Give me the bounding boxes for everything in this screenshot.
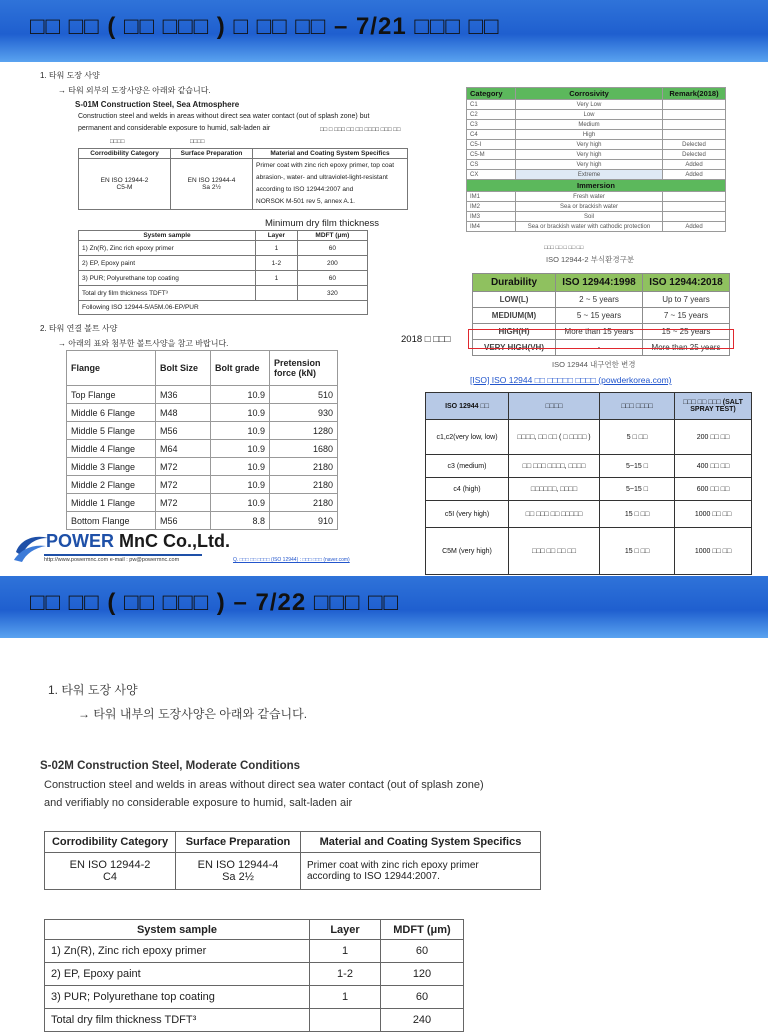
salt-r2-c3: 600 □□ □□ xyxy=(675,478,752,501)
corr-caption: ISO 12944-2 부식환경구분 xyxy=(546,255,635,264)
bolt-r7-c2: 8.8 xyxy=(211,512,270,530)
s2-sys-r3-c1 xyxy=(310,1009,381,1032)
s1-spec-mat-2: according to ISO 12944:2007 and xyxy=(256,186,354,193)
s1-sys-r3-c2: 320 xyxy=(297,286,367,301)
bolt-r6-c1: M72 xyxy=(156,494,211,512)
s2-spec-material-cell xyxy=(301,853,541,890)
bolt-th-size: Bolt Size xyxy=(156,351,211,386)
s2-spec-cat-cell xyxy=(45,853,176,890)
s1-spec-prep-1: Sa 2½ xyxy=(202,184,221,191)
highlight-box xyxy=(468,329,734,349)
corr-r1-c2 xyxy=(663,110,726,120)
salt-spray-table xyxy=(425,392,752,575)
dur-r2-c1: More than 15 years xyxy=(556,324,643,340)
s2-spec-th-1: Surface Preparation xyxy=(176,832,301,853)
s1-spec-note-b: □□□□ xyxy=(190,139,205,145)
table-row xyxy=(473,308,730,324)
s1-sys-r3-c0: Total dry film thickness TDFT³ xyxy=(79,286,256,301)
corr-r3-c1: High xyxy=(516,130,663,140)
s2-sys-r3-c2: 240 xyxy=(381,1009,464,1032)
s2-spec-table xyxy=(44,831,541,890)
corr-below-note: □□□ □□ □ □□ □□ xyxy=(544,245,584,251)
corr-im-r3-c1: Sea or brackish water with cathodic protection xyxy=(516,222,663,232)
bolt-th-grade: Bolt grade xyxy=(211,351,270,386)
bolt-r7-c1: M56 xyxy=(156,512,211,530)
s2-sys-th-2: MDFT (μm) xyxy=(381,920,464,940)
bolt-r2-c3: 1280 xyxy=(270,422,338,440)
logo-brand-rest: MnC Co.,Ltd. xyxy=(114,531,230,551)
corr-im-r0-c1: Fresh water xyxy=(516,192,663,202)
corr-r4-c1: Very high xyxy=(516,140,663,150)
table-row xyxy=(79,256,368,271)
bolt-r4-c1: M72 xyxy=(156,458,211,476)
s1-spec-th-cat: Corrodibility Category xyxy=(79,149,171,159)
s1-spec-cat-1: C5-M xyxy=(116,184,133,191)
table-row xyxy=(67,458,338,476)
table-row xyxy=(467,140,726,150)
bolt-r0-c1: M36 xyxy=(156,386,211,404)
salt-r1-c3: 400 □□ □□ xyxy=(675,455,752,478)
s2-sys-r3-c0: Total dry film thickness TDFT³ xyxy=(45,1009,310,1032)
table-row xyxy=(467,150,726,160)
corr-r6-c1: Very high xyxy=(516,160,663,170)
bolt-r3-c2: 10.9 xyxy=(211,440,270,458)
table-row xyxy=(426,420,752,455)
logo-underline xyxy=(44,554,202,556)
s2-sys-r1-c1: 1-2 xyxy=(310,963,381,986)
footer-link[interactable]: Q. □□□ □□ □□□□ (ISO 12944) : □□□ □□□ (naver.com) xyxy=(233,557,350,563)
table-row xyxy=(67,440,338,458)
corr-th-remark: Remark(2018) xyxy=(663,88,726,100)
dur-th-0: Durability xyxy=(473,274,556,292)
table-row xyxy=(467,110,726,120)
table-row xyxy=(467,130,726,140)
corr-r3-c0: C4 xyxy=(467,130,516,140)
dur-r1-c1: 5 ~ 15 years xyxy=(556,308,643,324)
salt-r0-c1: □□□□, □□ □□ ( □ □□□□ ) xyxy=(509,420,600,455)
s2-sys-r0-c2: 60 xyxy=(381,940,464,963)
corr-im-r2-c0: IM3 xyxy=(467,212,516,222)
table-row xyxy=(45,940,464,963)
s2-spec-desc-1: Construction steel and welds in areas without direct sea water contact (out of splash zone) xyxy=(44,779,484,791)
corr-im-r1-c0: IM2 xyxy=(467,202,516,212)
logo-brand xyxy=(46,531,230,552)
salt-r2-c0: c4 (high) xyxy=(426,478,509,501)
bolt-r7-c3: 910 xyxy=(270,512,338,530)
corr-r4-c0: C5-I xyxy=(467,140,516,150)
s1-sys-th-2: MDFT (μm) xyxy=(297,231,367,241)
salt-r3-c1: □□ □□□ □□ □□□□□ xyxy=(509,501,600,528)
s2-sys-r0-c1: 1 xyxy=(310,940,381,963)
logo-brand-power: POWER xyxy=(46,531,115,551)
durability-caption: ISO 12944 내구연한 변경 xyxy=(552,360,636,369)
corr-im-r1-c1: Sea or brackish water xyxy=(516,202,663,212)
salt-r1-c0: c3 (medium) xyxy=(426,455,509,478)
table-row xyxy=(45,963,464,986)
bolt-th-flange: Flange xyxy=(67,351,156,386)
bolt-r0-c0: Top Flange xyxy=(67,386,156,404)
s1-spec-mat-3: NORSOK M-501 rev 5, annex A.1. xyxy=(256,198,355,205)
table-row xyxy=(67,476,338,494)
table-row xyxy=(426,501,752,528)
table-row xyxy=(45,986,464,1009)
table-row xyxy=(426,478,752,501)
logo-contact: http://www.powermnc.com e-mail : pw@powermnc.com xyxy=(44,557,180,563)
bolt-r4-c3: 2180 xyxy=(270,458,338,476)
slide2-banner xyxy=(0,576,768,638)
bolt-r2-c2: 10.9 xyxy=(211,422,270,440)
dur-r2-c2: 15 ~ 25 years xyxy=(643,324,730,340)
table-row xyxy=(426,528,752,575)
s2-sys-th-0: System sample xyxy=(45,920,310,940)
table-row xyxy=(467,170,726,180)
table-row xyxy=(67,404,338,422)
s1-spec-note-right: □□ □ □□□ □□ □□ □□□□ □□□ □□ xyxy=(320,127,401,133)
s1-system-table xyxy=(78,230,368,315)
bolt-r3-c3: 1680 xyxy=(270,440,338,458)
s2-spec-th-2: Material and Coating System Specifics xyxy=(301,832,541,853)
s2-sys-th-1: Layer xyxy=(310,920,381,940)
corr-im-r2-c1: Soil xyxy=(516,212,663,222)
bolt-r2-c0: Middle 5 Flange xyxy=(67,422,156,440)
corr-r5-c0: C5-M xyxy=(467,150,516,160)
dur-r3-c1: - xyxy=(556,340,643,356)
s1-sys-th-0: System sample xyxy=(79,231,256,241)
table-row xyxy=(467,202,726,212)
s1-spec-desc-1: Construction steel and welds in areas without direct sea water contact (out of splash zone) but xyxy=(78,113,370,120)
corr-r2-c0: C3 xyxy=(467,120,516,130)
table-row xyxy=(467,160,726,170)
table-row xyxy=(79,286,368,301)
s1-sys-r2-c2: 60 xyxy=(297,271,367,286)
dur-r0-c0: LOW(L) xyxy=(473,292,556,308)
s1-spec-cat-0: EN ISO 12944-2 xyxy=(100,177,149,184)
dur-r0-c2: Up to 7 years xyxy=(643,292,730,308)
s1-section1-heading: 1. 타워 도장 사양 xyxy=(40,71,100,80)
s1-spec-cat-cell xyxy=(79,159,171,210)
slide1-banner xyxy=(0,0,768,62)
s1-sys-r3-c1 xyxy=(256,286,298,301)
salt-r3-c3: 1000 □□ □□ xyxy=(675,501,752,528)
s1-spec-th-prep: Surface Preparation xyxy=(171,149,253,159)
dur-r3-c2: More than 25 years xyxy=(643,340,730,356)
corr-r6-c0: CS xyxy=(467,160,516,170)
table-row xyxy=(467,192,726,202)
corr-th-category: Category xyxy=(467,88,516,100)
table-row xyxy=(67,494,338,512)
table-row xyxy=(426,455,752,478)
corr-r7-c2: Added xyxy=(663,170,726,180)
bolt-r5-c1: M72 xyxy=(156,476,211,494)
salt-r2-c1: □□□□□□, □□□□ xyxy=(509,478,600,501)
bolt-r1-c2: 10.9 xyxy=(211,404,270,422)
s2-sys-r2-c1: 1 xyxy=(310,986,381,1009)
s2-sys-r1-c0: 2) EP, Epoxy paint xyxy=(45,963,310,986)
s1-spec-material-cell xyxy=(253,159,408,210)
table-row xyxy=(79,241,368,256)
salt-r4-c2: 15 □ □□ xyxy=(600,528,675,575)
corr-im-r3-c2: Added xyxy=(663,222,726,232)
salt-th-0: ISO 12944 □□ xyxy=(426,393,509,420)
dur-r0-c1: 2 ~ 5 years xyxy=(556,292,643,308)
bolt-r4-c2: 10.9 xyxy=(211,458,270,476)
bolt-r5-c3: 2180 xyxy=(270,476,338,494)
salt-r3-c0: c5I (very high) xyxy=(426,501,509,528)
bolt-r5-c0: Middle 2 Flange xyxy=(67,476,156,494)
s1-sys-r0-c2: 60 xyxy=(297,241,367,256)
table-row xyxy=(467,212,726,222)
corr-r0-c0: C1 xyxy=(467,100,516,110)
corr-r1-c1: Low xyxy=(516,110,663,120)
s1-spec-mat-1: abrasion-, water- and ultraviolet-light-resistant xyxy=(256,174,388,181)
corr-im-r0-c2 xyxy=(663,192,726,202)
corr-th-corrosivity: Corrosivity xyxy=(516,88,663,100)
bolt-r6-c2: 10.9 xyxy=(211,494,270,512)
bolt-table-body xyxy=(67,386,338,530)
s1-spec-mat-0: Primer coat with zinc rich epoxy primer, top coat xyxy=(256,162,394,169)
corrosivity-table xyxy=(466,87,726,232)
corr-r7-c0: CX xyxy=(467,170,516,180)
dur-r1-c2: 7 ~ 15 years xyxy=(643,308,730,324)
salt-r2-c2: 5~15 □ xyxy=(600,478,675,501)
corr-im-r0-c0: IM1 xyxy=(467,192,516,202)
s1-sys-footer: Following ISO 12944-5/A5M.06-EP/PUR xyxy=(79,301,368,315)
salt-r4-c0: C5M (very high) xyxy=(426,528,509,575)
table-row xyxy=(67,422,338,440)
salt-th-2: □□□ □□□□ xyxy=(600,393,675,420)
bolt-r3-c0: Middle 4 Flange xyxy=(67,440,156,458)
table-row xyxy=(467,120,726,130)
dur-th-1: ISO 12944:1998 xyxy=(556,274,643,292)
bolt-r6-c0: Middle 1 Flange xyxy=(67,494,156,512)
dur-r1-c0: MEDIUM(M) xyxy=(473,308,556,324)
corr-r5-c2: Delected xyxy=(663,150,726,160)
salt-r1-c1: □□ □□□ □□□□, □□□□ xyxy=(509,455,600,478)
s1-sys-r0-c0: 1) Zn(R), Zinc rich epoxy primer xyxy=(79,241,256,256)
salt-r1-c2: 5~15 □ xyxy=(600,455,675,478)
bolt-r4-c0: Middle 3 Flange xyxy=(67,458,156,476)
bolt-r1-c1: M48 xyxy=(156,404,211,422)
s2-section1-heading: 1. 타워 도장 사양 xyxy=(48,683,138,697)
bolt-r0-c3: 510 xyxy=(270,386,338,404)
s2-spec-th-0: Corrodibility Category xyxy=(45,832,176,853)
corr-immersion-label: Immersion xyxy=(467,180,726,192)
s2-spec-mat-0: Primer coat with zinc rich epoxy primer xyxy=(307,860,479,871)
s2-spec-desc-2: and verifiably no considerable exposure to humid, salt-laden air xyxy=(44,797,353,809)
salt-r4-c1: □□□ □□ □□ □□ xyxy=(509,528,600,575)
corr-r0-c2 xyxy=(663,100,726,110)
table-row xyxy=(467,222,726,232)
corr-im-r1-c2 xyxy=(663,202,726,212)
s1-spec-table xyxy=(78,148,408,210)
bolt-r3-c1: M64 xyxy=(156,440,211,458)
table-row xyxy=(67,386,338,404)
bolt-r2-c1: M56 xyxy=(156,422,211,440)
dur-r3-c0: VERY HIGH(VH) xyxy=(473,340,556,356)
bolt-r1-c0: Middle 6 Flange xyxy=(67,404,156,422)
dur-r2-c0: HIGH(H) xyxy=(473,324,556,340)
s1-section1-line: → 타워 외부의 도장사양은 아래와 같습니다. xyxy=(58,86,211,95)
salt-r0-c2: 5 □ □□ xyxy=(600,420,675,455)
s2-spec-cat-0: EN ISO 12944-2 xyxy=(69,859,151,871)
corr-r6-c2: Added xyxy=(663,160,726,170)
bolt-r1-c3: 930 xyxy=(270,404,338,422)
s1-sys-r2-c1: 1 xyxy=(256,271,298,286)
s2-spec-prep-cell xyxy=(176,853,301,890)
bolt-th-force: Pretension force (kN) xyxy=(270,351,338,386)
s2-spec-cat-1: C4 xyxy=(102,871,118,883)
s2-sys-r1-c2: 120 xyxy=(381,963,464,986)
bolt-r5-c2: 10.9 xyxy=(211,476,270,494)
s1-sys-r0-c1: 1 xyxy=(256,241,298,256)
s2-spec-prep-1: Sa 2½ xyxy=(222,871,254,883)
s1-spec-prep-0: EN ISO 12944-4 xyxy=(187,177,236,184)
table-row xyxy=(79,271,368,286)
slide2-title: □□ □□ ( □□ □□□ ) – 7/22 □□□ □□ xyxy=(30,589,399,616)
corr-im-r2-c2 xyxy=(663,212,726,222)
s1-sys-r2-c0: 3) PUR; Polyurethane top coating xyxy=(79,271,256,286)
corr-r2-c2 xyxy=(663,120,726,130)
durability-link[interactable]: [ISO] ISO 12944 □□ □□□□□ □□□□ (powderkorea.com) xyxy=(470,375,672,385)
corr-r5-c1: Very high xyxy=(516,150,663,160)
s2-system-table xyxy=(44,919,464,1032)
s2-spec-mat-1: according to ISO 12944:2007. xyxy=(307,871,440,882)
s1-section2-heading: 2. 타워 연결 볼트 사양 xyxy=(40,324,118,333)
s1-section2-line: → 아래의 표와 첨부한 볼트사양을 참고 바랍니다. xyxy=(58,339,229,348)
durability-side-label: 2018 □ □□□ xyxy=(401,334,451,345)
corr-r7-c1: Extreme xyxy=(516,170,663,180)
dur-th-2: ISO 12944:2018 xyxy=(643,274,730,292)
table-row xyxy=(45,1009,464,1032)
table-row xyxy=(67,512,338,530)
s2-sys-r2-c2: 60 xyxy=(381,986,464,1009)
table-row xyxy=(467,100,726,110)
corr-r1-c0: C2 xyxy=(467,110,516,120)
s1-sys-r1-c0: 2) EP, Epoxy paint xyxy=(79,256,256,271)
s2-sys-r2-c0: 3) PUR; Polyurethane top coating xyxy=(45,986,310,1009)
s2-spec-code: S-02M Construction Steel, Moderate Conditions xyxy=(40,760,301,772)
salt-th-1: □□□□ xyxy=(509,393,600,420)
s1-spec-prep-cell xyxy=(171,159,253,210)
salt-th-3: □□□ □□ □□□ (SALT SPRAY TEST) xyxy=(675,393,752,420)
s2-sys-r0-c0: 1) Zn(R), Zinc rich epoxy primer xyxy=(45,940,310,963)
s2-spec-prep-0: EN ISO 12944-4 xyxy=(197,859,279,871)
salt-r0-c3: 200 □□ □□ xyxy=(675,420,752,455)
slide1-title: □□ □□ ( □□ □□□ ) □ □□ □□ – 7/21 □□□ □□ xyxy=(30,13,500,40)
s1-spec-desc-2: permanent and considerable exposure to humid, salt-laden air xyxy=(78,125,271,132)
corr-r3-c2 xyxy=(663,130,726,140)
bolt-r6-c3: 2180 xyxy=(270,494,338,512)
s1-sys-r1-c2: 200 xyxy=(297,256,367,271)
bolt-r7-c0: Bottom Flange xyxy=(67,512,156,530)
s1-spec-th-material: Material and Coating System Specifics xyxy=(253,149,408,159)
s1-spec-note-a: □□□□ xyxy=(110,139,125,145)
salt-r4-c3: 1000 □□ □□ xyxy=(675,528,752,575)
salt-r0-c0: c1,c2(very low, low) xyxy=(426,420,509,455)
s2-section1-line: → 타워 내부의 도장사양은 아래와 같습니다. xyxy=(78,707,308,721)
table-row xyxy=(473,292,730,308)
corr-r4-c2: Delected xyxy=(663,140,726,150)
s1-spec-code: S-01M Construction Steel, Sea Atmosphere xyxy=(75,100,240,109)
s1-min-dft-label: Minimum dry film thickness xyxy=(265,218,380,229)
bolt-table xyxy=(66,350,338,530)
corr-im-r3-c0: IM4 xyxy=(467,222,516,232)
corr-r0-c1: Very Low xyxy=(516,100,663,110)
bolt-r0-c2: 10.9 xyxy=(211,386,270,404)
salt-r3-c2: 15 □ □□ xyxy=(600,501,675,528)
s1-sys-th-1: Layer xyxy=(256,231,298,241)
corr-r2-c1: Medium xyxy=(516,120,663,130)
s1-sys-r1-c1: 1-2 xyxy=(256,256,298,271)
